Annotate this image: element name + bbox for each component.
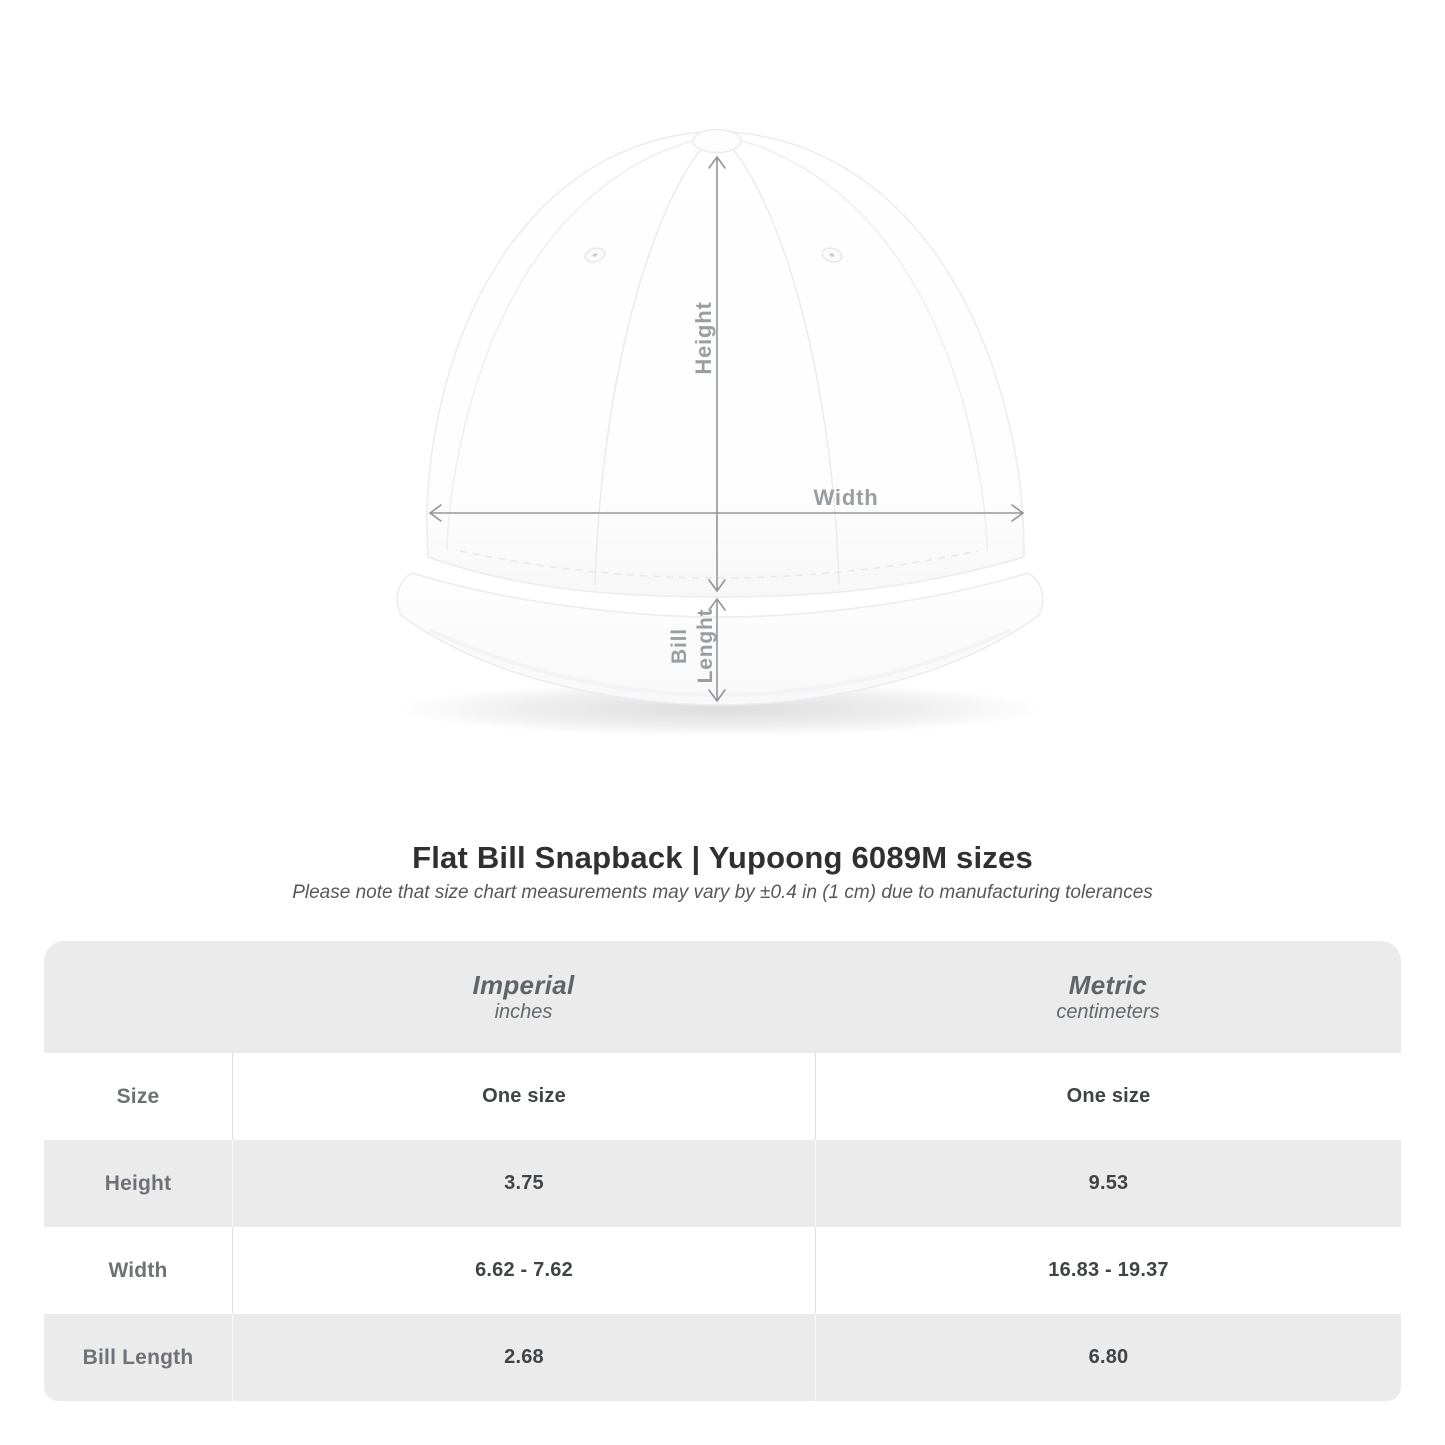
height-measure-label: Height	[691, 301, 716, 375]
row-label-cell	[44, 1314, 232, 1401]
row-label-cell	[44, 1053, 232, 1140]
row-label-cell	[44, 1140, 232, 1227]
width-measure-label: Width	[813, 485, 879, 510]
table-row-height	[44, 1140, 1401, 1227]
metric-value: 16.83 - 19.37	[1048, 1259, 1169, 1281]
row-label: Width	[108, 1258, 168, 1282]
table-header-imperial	[232, 941, 815, 1053]
page-subtitle: Please note that size chart measurements may vary by ±0.4 in (1 cm) due to manufacturing tolerances	[292, 882, 1153, 903]
imperial-value-cell	[232, 1314, 815, 1401]
metric-value-cell	[815, 1053, 1401, 1140]
imperial-value-cell	[232, 1227, 815, 1314]
hat-button	[693, 130, 741, 153]
metric-value: 9.53	[1088, 1172, 1129, 1194]
metric-value: 6.80	[1088, 1346, 1129, 1368]
imperial-value: 6.62 - 7.62	[475, 1259, 573, 1281]
imperial-value: One size	[482, 1085, 566, 1107]
imperial-header-label: Imperial	[472, 969, 575, 1000]
table-row-size	[44, 1053, 1401, 1140]
table-header-spacer	[44, 941, 232, 1053]
product-image	[390, 105, 1050, 750]
imperial-value: 2.68	[504, 1346, 544, 1368]
row-label: Bill Length	[82, 1345, 194, 1369]
table-header	[44, 941, 1401, 1053]
imperial-value-cell	[232, 1140, 815, 1227]
imperial-value-cell	[232, 1053, 815, 1140]
table-header-metric	[815, 941, 1401, 1053]
page-title: Flat Bill Snapback | Yupoong 6089M sizes	[412, 840, 1033, 875]
row-label: Size	[116, 1084, 160, 1108]
metric-value-cell	[815, 1227, 1401, 1314]
row-label: Height	[104, 1171, 172, 1195]
bill-length-measure-label-line2: Lenght	[694, 608, 717, 684]
metric-value-cell	[815, 1140, 1401, 1227]
table-row-bill-length	[44, 1314, 1401, 1401]
size-table	[44, 941, 1401, 1401]
metric-header-label: Metric	[1068, 969, 1148, 1000]
metric-header-unit: centimeters	[1056, 1000, 1160, 1023]
title-block	[0, 840, 1445, 905]
table-row-width	[44, 1227, 1401, 1314]
bill-length-measure-label-line1: Bill	[668, 628, 691, 664]
imperial-header-unit: inches	[494, 1000, 553, 1023]
imperial-value: 3.75	[504, 1172, 544, 1194]
row-label-cell	[44, 1227, 232, 1314]
metric-value: One size	[1066, 1085, 1151, 1107]
metric-value-cell	[815, 1314, 1401, 1401]
hat-crown	[427, 131, 1024, 597]
